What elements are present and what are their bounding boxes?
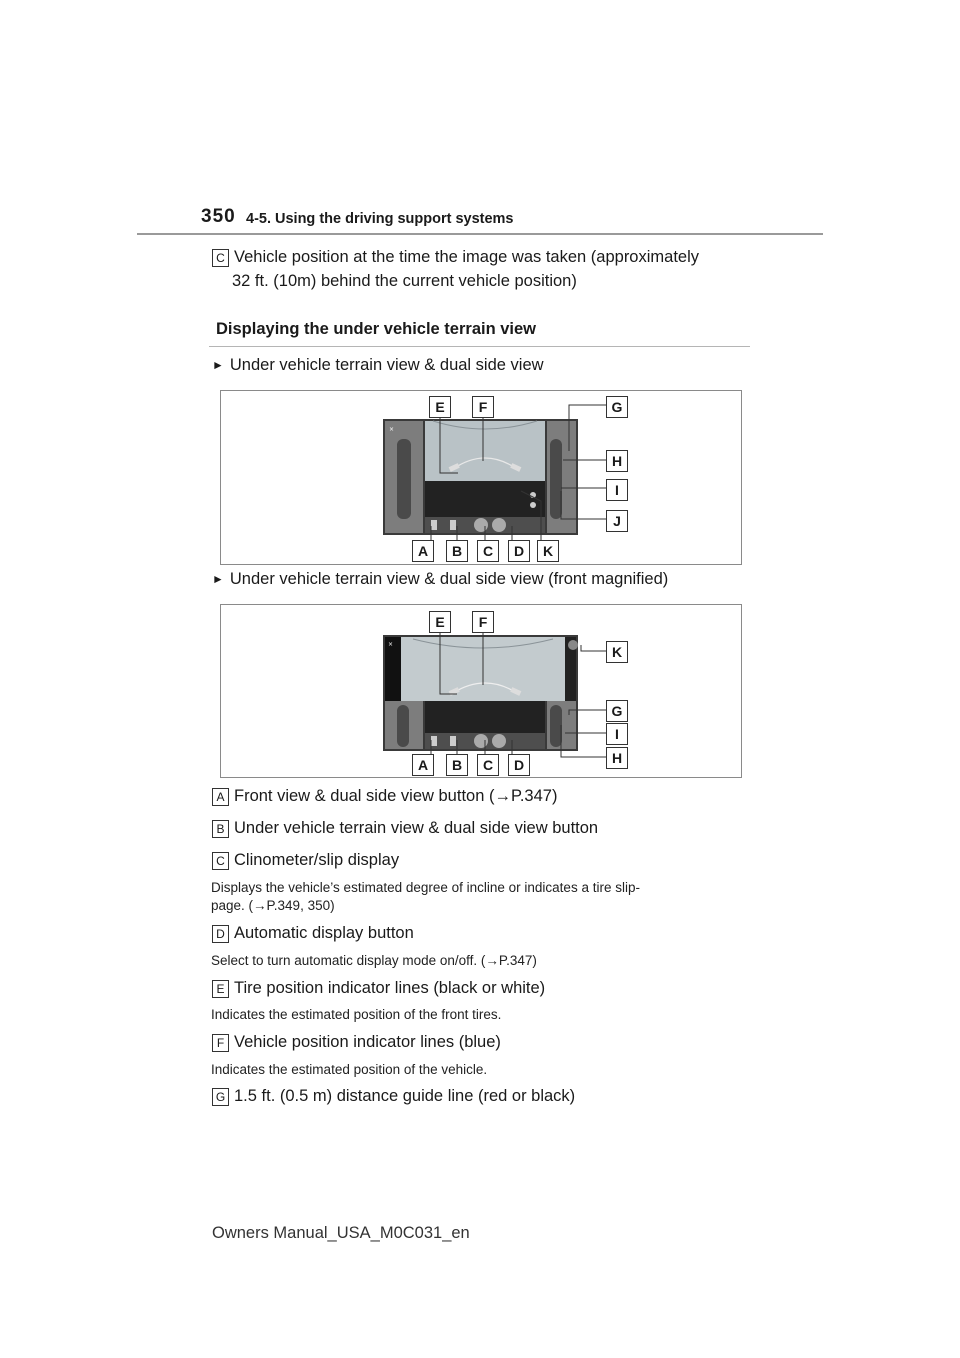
subheading-divider <box>209 346 750 347</box>
callout-c: C <box>477 540 499 562</box>
legend-item-desc: Indicates the estimated position of the vehicle. <box>211 1062 488 1077</box>
item-c-top-line2: 32 ft. (10m) behind the current vehicle position) <box>232 272 577 290</box>
legend-item-a <box>212 787 557 806</box>
subheading: Displaying the under vehicle terrain view <box>216 320 537 338</box>
legend-item-f <box>212 1033 501 1052</box>
legend-item-b <box>212 819 598 838</box>
callout-g: G <box>606 700 628 722</box>
legend-item-title: Automatic display button <box>234 924 414 943</box>
legend-item-e <box>212 979 545 998</box>
figure2-caption <box>212 570 668 589</box>
letter-badge: B <box>212 820 229 838</box>
callout-b: B <box>446 754 468 776</box>
svg-text:×: × <box>388 641 394 648</box>
figure1-caption-text: Under vehicle terrain view & dual side view <box>229 356 544 374</box>
footer-manual-id: Owners Manual_USA_M0C031_en <box>212 1224 470 1242</box>
legend-item-desc-line: page. (→P.349, 350) <box>211 898 335 913</box>
callout-d: D <box>508 540 530 562</box>
legend-item-desc: Indicates the estimated position of the front tires. <box>211 1007 502 1022</box>
callout-e: E <box>429 396 451 418</box>
figure1 <box>220 390 742 565</box>
callout-a: A <box>412 754 434 776</box>
legend-item-g <box>212 1087 575 1106</box>
callout-k: K <box>606 641 628 663</box>
item-c-top <box>212 248 699 267</box>
callout-b: B <box>446 540 468 562</box>
callout-e: E <box>429 611 451 633</box>
section-title: 4-5. Using the driving support systems <box>246 211 514 227</box>
legend-item-title: Front view & dual side view button (→P.347) <box>234 787 558 806</box>
callout-d: D <box>508 754 530 776</box>
legend-item-title: Tire position indicator lines (black or white) <box>234 979 546 998</box>
figure2 <box>220 604 742 778</box>
legend-item-c-desc <box>211 879 640 915</box>
letter-badge: G <box>212 1088 229 1106</box>
legend-item-desc-line: Displays the vehicle’s estimated degree of incline or indicates a tire slip- <box>211 880 640 895</box>
callout-j: J <box>606 510 628 532</box>
callout-h: H <box>606 450 628 472</box>
letter-badge: A <box>212 788 229 806</box>
figure1-caption <box>212 356 544 375</box>
callout-h: H <box>606 747 628 769</box>
callout-g: G <box>606 396 628 418</box>
header-divider <box>137 233 823 235</box>
letter-badge: F <box>212 1034 229 1052</box>
figure2-caption-text: Under vehicle terrain view & dual side view (front magnified) <box>229 570 669 588</box>
bullet-arrow-icon: ► <box>212 358 224 372</box>
callout-i: I <box>606 479 628 501</box>
legend-item-title: 1.5 ft. (0.5 m) distance guide line (red or black) <box>234 1087 576 1106</box>
callout-i: I <box>606 723 628 745</box>
callout-a: A <box>412 540 434 562</box>
legend-item-title: Vehicle position indicator lines (blue) <box>234 1033 501 1052</box>
callout-f: F <box>472 396 494 418</box>
callout-f: F <box>472 611 494 633</box>
legend-item-c <box>212 851 399 870</box>
page-number: 350 <box>201 206 236 227</box>
legend-item-title: Under vehicle terrain view & dual side view button <box>234 819 599 838</box>
legend-item-title: Clinometer/slip display <box>234 851 400 870</box>
letter-badge: E <box>212 980 229 998</box>
legend-item-d <box>212 924 414 943</box>
legend-item-desc: Select to turn automatic display mode on/off. (→P.347) <box>211 953 537 968</box>
callout-k: K <box>537 540 559 562</box>
item-c-top-line1: Vehicle position at the time the image was taken (approximately <box>234 248 699 267</box>
letter-badge: C <box>212 852 229 870</box>
bullet-arrow-icon: ► <box>212 572 224 586</box>
letter-badge: C <box>212 249 229 267</box>
svg-text:×: × <box>389 426 395 433</box>
letter-badge: D <box>212 925 229 943</box>
callout-c: C <box>477 754 499 776</box>
